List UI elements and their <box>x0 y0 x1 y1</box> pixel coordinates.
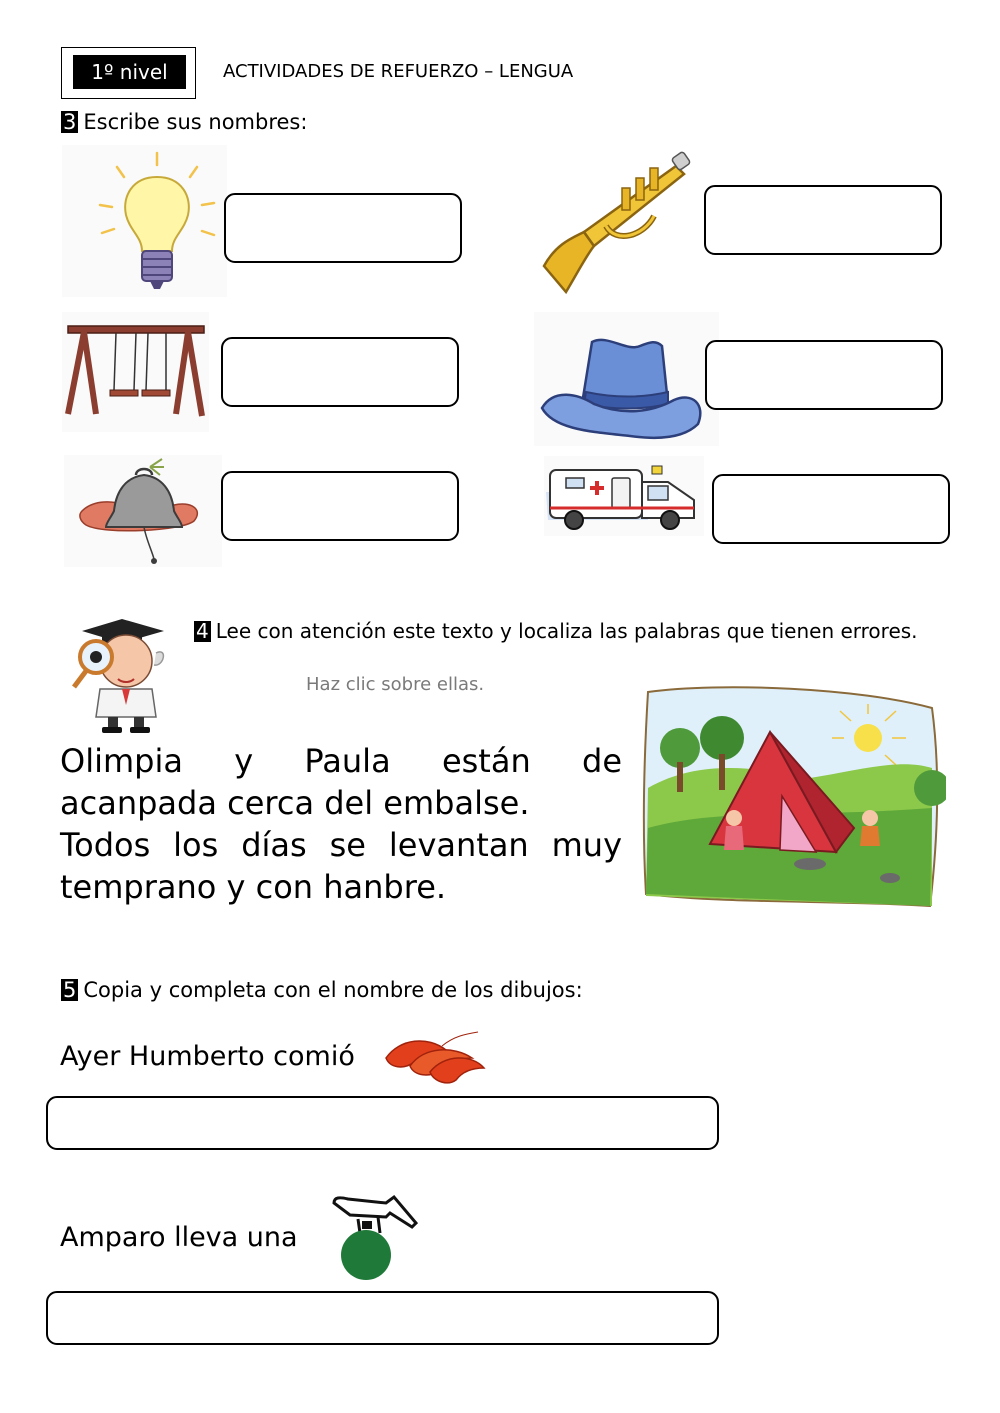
story-word[interactable]: levantan <box>388 826 529 864</box>
story-word[interactable]: temprano <box>60 868 217 906</box>
answer-box-swing[interactable] <box>221 337 459 407</box>
swing-icon <box>62 312 209 432</box>
story-word[interactable]: Olimpia <box>60 742 183 780</box>
light-bulb-icon <box>62 145 227 297</box>
story-paragraph-1 <box>60 740 622 824</box>
section-5-heading <box>61 978 583 1002</box>
section-4-heading <box>194 619 918 643</box>
sentence-1: Ayer Humberto comió <box>60 1041 355 1072</box>
hat-icon <box>534 312 719 446</box>
story-word[interactable]: se <box>329 826 366 864</box>
shrimp-icon <box>380 1028 490 1088</box>
section-5-number: 5 <box>63 978 77 1002</box>
answer-box-sentence-2[interactable] <box>46 1291 719 1345</box>
story-word[interactable]: acanpada <box>60 784 217 822</box>
story-word[interactable]: embalse. <box>383 784 530 822</box>
answer-box-hat[interactable] <box>705 340 943 410</box>
answer-box-bulb[interactable] <box>224 193 462 263</box>
worksheet-title: ACTIVIDADES DE REFUERZO – LENGUA <box>223 61 574 82</box>
story-text <box>60 740 622 908</box>
story-word[interactable]: Paula <box>304 742 391 780</box>
answer-box-ambulance[interactable] <box>712 474 950 544</box>
story-word[interactable]: hanbre. <box>323 868 447 906</box>
trumpet-icon <box>536 148 694 300</box>
story-paragraph-2 <box>60 824 622 908</box>
click-hint: Haz clic sobre ellas. <box>306 674 485 695</box>
story-word[interactable]: de <box>582 742 622 780</box>
section-3-heading <box>61 110 307 134</box>
section-3-number: 3 <box>63 110 77 134</box>
story-word[interactable]: del <box>324 784 374 822</box>
section-5-instruction: Copia y completa con el nombre de los dibujos: <box>83 978 583 1002</box>
bottle-icon <box>328 1193 424 1283</box>
story-word[interactable]: están <box>441 742 531 780</box>
ambulance-icon <box>544 456 704 536</box>
level-badge: 1º nivel <box>73 55 186 89</box>
story-word[interactable]: días <box>241 826 307 864</box>
story-word[interactable]: muy <box>551 826 622 864</box>
camping-illustration <box>640 678 946 916</box>
answer-box-bell[interactable] <box>221 471 459 541</box>
story-word[interactable]: y <box>226 868 246 906</box>
story-word[interactable]: cerca <box>227 784 315 822</box>
answer-box-trumpet[interactable] <box>704 185 942 255</box>
bell-icon <box>64 455 222 567</box>
section-4-instruction: Lee con atención este texto y localiza las palabras que tienen errores. <box>215 619 918 643</box>
story-word[interactable]: y <box>234 742 254 780</box>
story-word[interactable]: con <box>255 868 314 906</box>
answer-box-sentence-1[interactable] <box>46 1096 719 1150</box>
section-4-number: 4 <box>196 619 209 643</box>
professor-icon <box>56 613 176 735</box>
story-word[interactable]: los <box>173 826 219 864</box>
sentence-2: Amparo lleva una <box>60 1222 298 1253</box>
story-word[interactable]: Todos <box>60 826 151 864</box>
section-3-instruction: Escribe sus nombres: <box>83 110 308 134</box>
